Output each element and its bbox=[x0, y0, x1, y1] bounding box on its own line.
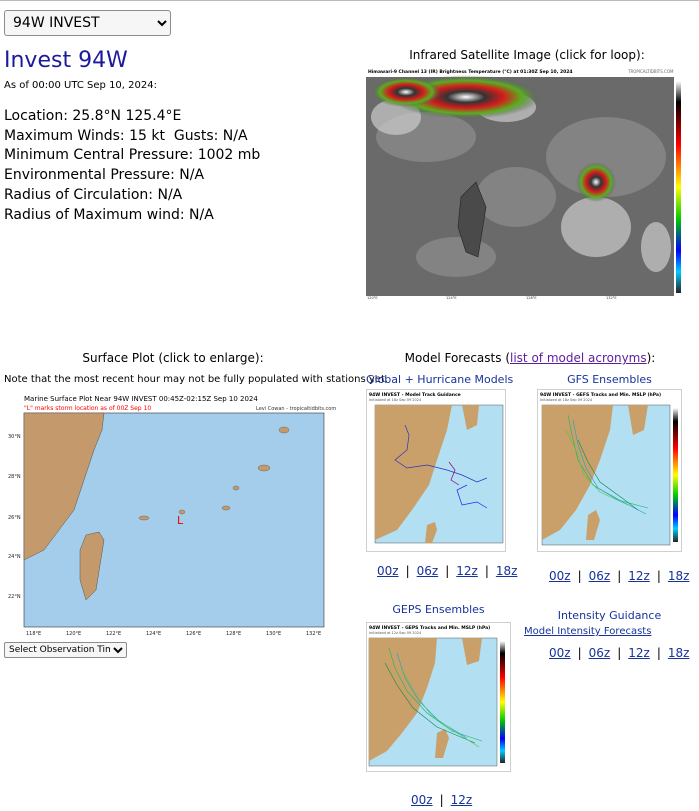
observation-time-select[interactable] bbox=[4, 642, 127, 658]
svg-text:130°E: 130°E bbox=[266, 631, 282, 637]
svg-text:120°E: 120°E bbox=[66, 631, 82, 637]
gfs-link-00z[interactable]: 00z bbox=[549, 569, 571, 583]
intensity-forecasts-link-wrap bbox=[524, 626, 652, 637]
gfs-ensembles-links: 00z | 06z | 12z | 18z bbox=[549, 569, 690, 583]
geps-link-12z[interactable]: 12z bbox=[450, 793, 473, 807]
model-caption-suffix: ): bbox=[646, 351, 656, 365]
gfs-ensembles-image[interactable] bbox=[537, 389, 682, 552]
model-forecasts-caption bbox=[360, 351, 699, 365]
svg-text:126°E: 126°E bbox=[186, 631, 202, 637]
surface-note: Note that the most recent hour may not be fully populated with stations yet. bbox=[4, 374, 389, 385]
gfs-link-12z[interactable]: 12z bbox=[628, 569, 650, 583]
intensity-links: 00z | 06z | 12z | 18z bbox=[549, 646, 690, 660]
svg-text:124°E: 124°E bbox=[446, 296, 457, 300]
geps-img-title: 94W INVEST - GEPS Tracks and Min. MSLP (hPa) bbox=[369, 626, 491, 631]
satellite-image[interactable] bbox=[366, 67, 686, 300]
global-link-12z[interactable]: 12z bbox=[456, 564, 478, 578]
global-models-image[interactable] bbox=[366, 389, 506, 552]
min-pressure-text: Minimum Central Pressure: 1002 mb bbox=[4, 147, 261, 164]
storm-location-marker: L bbox=[177, 514, 184, 527]
geps-ensembles-image[interactable] bbox=[366, 622, 511, 772]
svg-text:132°E: 132°E bbox=[306, 631, 322, 637]
surface-plot-title: Marine Surface Plot Near 94W INVEST 00:45Z-02:15Z Sep 10 2024 bbox=[24, 395, 258, 403]
svg-text:124°E: 124°E bbox=[146, 631, 162, 637]
svg-text:128°E: 128°E bbox=[226, 631, 242, 637]
global-models-links: 00z | 06z | 12z | 18z bbox=[377, 564, 518, 578]
geps-ensembles-links: 00z | 12z bbox=[411, 793, 473, 807]
gfs-img-subtitle: Initialized at 18z Sep 09 2024 bbox=[540, 398, 593, 402]
satellite-credit: TROPICALTIDBITS.COM bbox=[628, 69, 674, 74]
gfs-link-18z[interactable]: 18z bbox=[667, 569, 690, 583]
global-link-00z[interactable]: 00z bbox=[377, 564, 399, 578]
page-title: Invest 94W bbox=[4, 48, 128, 73]
global-img-title: 94W INVEST - Model Track Guidance bbox=[369, 393, 461, 398]
svg-text:26°N: 26°N bbox=[8, 515, 21, 521]
svg-text:24°N: 24°N bbox=[8, 554, 21, 560]
svg-text:128°E: 128°E bbox=[526, 296, 537, 300]
storm-info bbox=[4, 107, 260, 225]
location-text: Location: 25.8°N 125.4°E bbox=[4, 108, 182, 124]
gfs-link-06z[interactable]: 06z bbox=[588, 569, 611, 583]
intensity-link-18z[interactable]: 18z bbox=[667, 646, 690, 660]
intensity-link-12z[interactable]: 12z bbox=[628, 646, 650, 660]
satellite-header: Himawari-9 Channel 13 (IR) Brightness Temperature (°C) at 01:30Z Sep 10, 2024 bbox=[368, 70, 573, 75]
svg-text:122°E: 122°E bbox=[106, 631, 122, 637]
surface-plot-credit: Levi Cowan - tropicaltidbits.com bbox=[256, 406, 336, 412]
model-acronyms-link[interactable]: list of model acronyms bbox=[510, 351, 647, 365]
svg-text:22°N: 22°N bbox=[8, 594, 21, 600]
intensity-guidance-title: Intensity Guidance bbox=[557, 609, 662, 622]
as-of-time: As of 00:00 UTC Sep 10, 2024: bbox=[4, 80, 157, 91]
intensity-link-00z[interactable]: 00z bbox=[549, 646, 571, 660]
surface-plot-image[interactable] bbox=[4, 390, 336, 638]
top-border bbox=[0, 0, 699, 1]
env-pressure-text: Environmental Pressure: N/A bbox=[4, 167, 205, 184]
max-winds-text: Maximum Winds: 15 kt Gusts: N/A bbox=[4, 127, 248, 144]
storm-select[interactable] bbox=[4, 10, 171, 36]
svg-text:132°E: 132°E bbox=[606, 296, 617, 300]
global-models-title: Global + Hurricane Models bbox=[366, 373, 514, 386]
satellite-caption: Infrared Satellite Image (click for loop): bbox=[409, 48, 645, 62]
gfs-img-title: 94W INVEST - GEFS Tracks and Min. MSLP (hPa) bbox=[540, 393, 661, 398]
global-link-18z[interactable]: 18z bbox=[495, 564, 518, 578]
svg-text:28°N: 28°N bbox=[8, 474, 21, 480]
geps-link-00z[interactable]: 00z bbox=[411, 793, 433, 807]
gfs-ensembles-title: GFS Ensembles bbox=[567, 373, 652, 386]
intensity-link-06z[interactable]: 06z bbox=[588, 646, 611, 660]
intensity-forecasts-link[interactable]: Model Intensity Forecasts bbox=[524, 626, 652, 637]
geps-img-subtitle: Initialized at 12z Sep 09 2024 bbox=[369, 631, 422, 635]
radius-circulation-text: Radius of Circulation: N/A bbox=[4, 186, 183, 203]
svg-text:30°N: 30°N bbox=[8, 434, 21, 440]
svg-text:118°E: 118°E bbox=[26, 631, 42, 637]
global-img-subtitle: Initialized at 18z Sep 09 2024 bbox=[369, 398, 422, 402]
svg-text:120°E: 120°E bbox=[367, 296, 378, 300]
model-caption-prefix: Model Forecasts ( bbox=[404, 351, 510, 365]
surface-caption: Surface Plot (click to enlarge): bbox=[82, 351, 264, 365]
geps-ensembles-title: GEPS Ensembles bbox=[392, 603, 485, 616]
radius-max-wind-text: Radius of Maximum wind: N/A bbox=[4, 206, 214, 223]
global-link-06z[interactable]: 06z bbox=[416, 564, 439, 578]
surface-plot-subtitle: "L" marks storm location as of 00Z Sep 10 bbox=[24, 405, 152, 412]
